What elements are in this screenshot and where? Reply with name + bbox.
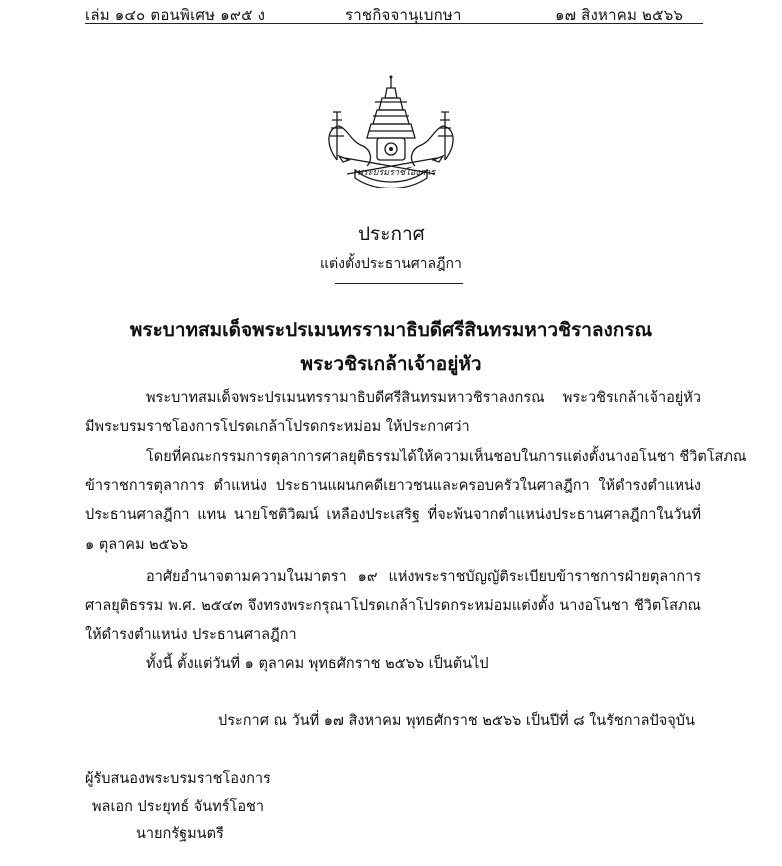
- paragraph-1-line-1: พระบาทสมเด็จพระปรเมนทรรามาธิบดีศรีสินทรมหาวชิราลงกรณ พระวชิรเกล้าเจ้าอยู่หัว: [146, 390, 701, 406]
- paragraph-2-line-4: ๑ ตุลาคม ๒๕๖๖: [85, 537, 189, 553]
- announcement-title: ประกาศ: [358, 223, 425, 245]
- title-rule: [335, 283, 463, 284]
- paragraph-3-line-1: อาศัยอำนาจตามความในมาตรา ๑๙ แห่งพระราชบัญญัติระเบียบข้าราชการฝ่ายตุลาการ: [146, 569, 701, 585]
- paragraph-3-line-2: ศาลยุติธรรม พ.ศ. ๒๕๔๓ จึงทรงพระกรุณาโปรดเกล้าโปรดกระหม่อมแต่งตั้ง นางอโนชา ชีวิตโสภณ: [85, 598, 701, 614]
- gazette-name: ราชกิจจานุเบกษา: [345, 6, 462, 24]
- paragraph-2-line-3: ประธานศาลฎีกา แทน นายโชติวิฒน์ เหลืองประเสริฐ ที่จะพ้นจากตำแหน่งประธานศาลฎีกาในวันที่: [85, 507, 701, 523]
- emblem-motto: พระบรมราชโองการ: [357, 168, 436, 178]
- gazette-date: ๑๗ สิงหาคม ๒๕๖๖: [555, 6, 684, 24]
- countersign-position: นายกรัฐมนตรี: [136, 826, 224, 842]
- paragraph-4-line-1: ทั้งนี้ ตั้งแต่วันที่ ๑ ตุลาคม พุทธศักราช ๒๕๖๖ เป็นต้นไป: [146, 656, 489, 672]
- header-rule: [85, 23, 703, 24]
- gazette-volume: เล่ม ๑๔๐ ตอนพิเศษ ๑๙๕ ง: [85, 6, 266, 24]
- paragraph-3-line-3: ให้ดำรงตำแหน่ง ประธานศาลฎีกา: [85, 627, 297, 643]
- paragraph-1-line-2: มีพระบรมราชโองการโปรดเกล้าโปรดกระหม่อม ให้ประกาศว่า: [85, 419, 470, 435]
- dated-line: ประกาศ ณ วันที่ ๑๗ สิงหาคม พุทธศักราช ๒๕๖๖ เป็นปีที่ ๘ ในรัชกาลปัจจุบัน: [218, 713, 695, 729]
- paragraph-2-line-2: ข้าราชการตุลาการ ตำแหน่ง ประธานแผนกคดีเยาวชนและครอบครัวในศาลฎีกา ให้ดำรงตำแหน่ง: [85, 478, 701, 494]
- king-name-line1: พระบาทสมเด็จพระปรเมนทรรามาธิบดีศรีสินทรมหาวชิราลงกรณ: [129, 319, 653, 341]
- announcement-subtitle: แต่งตั้งประธานศาลฎีกา: [320, 256, 462, 272]
- countersign-heading: ผู้รับสนองพระบรมราชโองการ: [85, 771, 271, 787]
- countersign-name: พลเอก ประยุทธ์ จันทร์โอชา: [92, 799, 265, 815]
- paragraph-2-line-1: โดยที่คณะกรรมการตุลาการศาลยุติธรรมได้ให้ความเห็นชอบในการแต่งตั้งนางอโนชา ชีวิตโสภณ: [146, 449, 747, 465]
- king-name-line2: พระวชิรเกล้าเจ้าอยู่หัว: [300, 353, 482, 375]
